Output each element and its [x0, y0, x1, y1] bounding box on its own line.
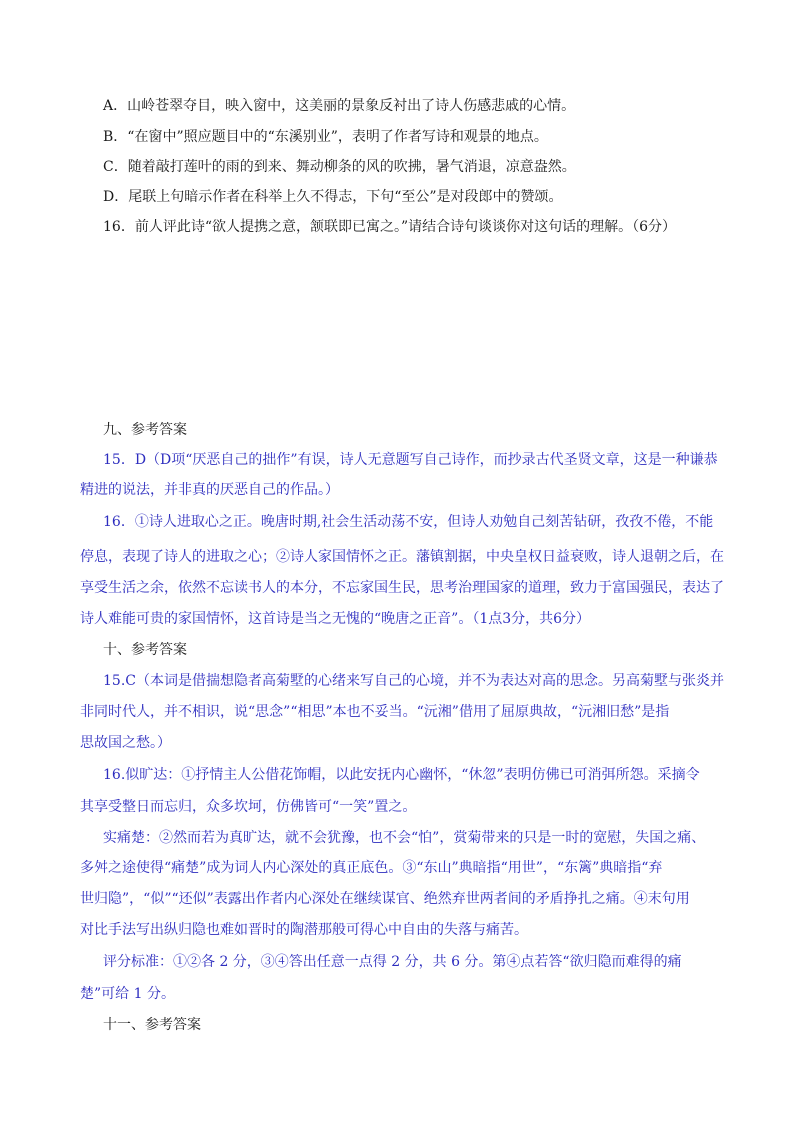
s10-scoring-line2: 楚”可给 1 分。	[80, 986, 175, 1002]
s10-answer-15-line3: 思故国之愁。）	[80, 735, 171, 751]
s10-answer-16b-line2: 多舛之途使得“痛楚”成为词人内心深处的真正底色。③“东山”典暗指“用世”，“东篱”典暗指“弃	[80, 860, 663, 876]
option-a: A．山岭苍翠夺目，映入窗中，这美丽的景象反衬出了诗人伤感悲戚的心情。	[103, 98, 576, 114]
section-10-heading: 十、参考答案	[103, 642, 187, 658]
s9-answer-16-line4: 诗人难能可贵的家国情怀，这首诗是当之无愧的“晚唐之正音”。（1点3分，共6分）	[80, 611, 591, 627]
question-16: 16．前人评此诗“欲人提携之意，颔联即已寓之。”请结合诗句谈谈你对这句话的理解。（6分）	[103, 219, 677, 235]
s9-answer-16-line3: 享受生活之余，依然不忘读书人的本分，不忘家国生民，思考治理国家的道理，致力于富国强民，表达了	[80, 580, 724, 596]
section-9-heading: 九、参考答案	[103, 422, 187, 438]
s10-answer-15-line1: 15.C（本词是借揣想隐者高菊墅的心绪来写自己的心境，并不为表达对高的思念。另高菊墅与张炎并	[103, 673, 724, 689]
s10-answer-16b-line3: 世归隐”，“似”“还似”表露出作者内心深处在继续谋官、绝然弃世两者间的矛盾挣扎之痛。④末句用	[80, 891, 690, 907]
section-11-heading: 十一、参考答案	[103, 1017, 201, 1033]
s9-answer-15-line1: 15．D（D项“厌恶自己的拙作”有误，诗人无意题写自己诗作，而抄录古代圣贤文章，这是一种谦恭	[103, 452, 718, 468]
s9-answer-16-line2: 停息，表现了诗人的进取之心；②诗人家国情怀之正。藩镇割据，中央皇权日益衰败，诗人退朝之后，在	[80, 549, 724, 565]
option-d: D．尾联上句暗示作者在科举上久不得志，下句“至公”是对段郎中的赞颂。	[103, 189, 563, 205]
s10-answer-15-line2: 非同时代人，并不相识，说“思念”“相思”本也不妥当。“沅湘”借用了屈原典故，“沅湘旧愁”是指	[80, 704, 670, 720]
s9-answer-15-line2: 精进的说法，并非真的厌恶自己的作品。）	[80, 482, 339, 498]
option-b: B．“在窗中”照应题目中的“东溪别业”，表明了作者写诗和观景的地点。	[103, 129, 548, 145]
s10-answer-16b-line4: 对比手法写出纵归隐也难如晋时的陶潜那般可得心中自由的失落与痛苦。	[80, 922, 528, 938]
s10-answer-16-line2: 其享受整日而忘归，众多坎坷，仿佛皆可“一笑”置之。	[80, 799, 417, 815]
s10-answer-16b-line1: 实痛楚：②然而若为真旷达，就不会犹豫，也不会“怕”，赏菊带来的只是一时的宽慰，失国之痛、	[103, 830, 706, 846]
s9-answer-16-line1: 16．①诗人进取心之正。晚唐时期,社会生活动荡不安，但诗人劝勉自己刻苦钻研，孜孜不倦，不能	[103, 514, 714, 530]
option-c: C．随着敲打莲叶的雨的到来、舞动柳条的风的吹拂，暑气消退，凉意盎然。	[103, 159, 576, 175]
s10-answer-16-line1: 16.似旷达：①抒情主人公借花饰帽，以此安抚内心幽怀，“休忽”表明仿佛已可消弭所怨。采摘令	[103, 767, 700, 783]
s10-scoring-line1: 评分标准：①②各 2 分，③④答出任意一点得 2 分，共 6 分。第④点若答“欲归隐而难得的痛	[103, 954, 682, 970]
